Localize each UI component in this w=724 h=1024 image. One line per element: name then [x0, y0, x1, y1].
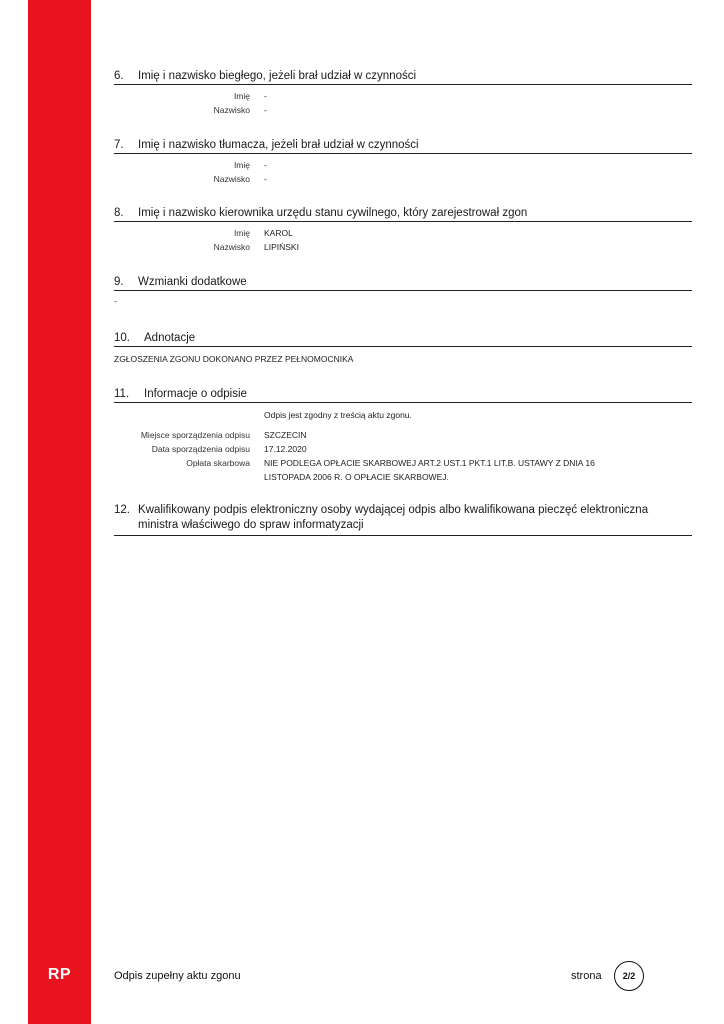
field-label: Nazwisko	[213, 174, 250, 184]
field-row	[114, 456, 692, 470]
section-12-title-line2: ministra właściwego do spraw informatyzacji	[138, 519, 364, 531]
section-number: 12.	[114, 504, 130, 516]
field-value: LIPIŃSKI	[264, 242, 299, 252]
field-row	[114, 89, 692, 103]
field-value: 17.12.2020	[264, 444, 307, 454]
section-title	[138, 503, 692, 533]
section-12-title-line1: Kwalifikowany podpis elektroniczny osoby wydającej odpis albo kwalifikowana pieczęć elektroniczna	[138, 504, 649, 516]
page-number-badge: 2/2	[614, 961, 644, 991]
section-number: 8.	[114, 207, 124, 219]
field-label: Nazwisko	[213, 242, 250, 252]
section-number: 9.	[114, 276, 124, 288]
section-11-header	[114, 388, 692, 403]
section-title: Imię i nazwisko tłumacza, jeżeli brał udział w czynności	[138, 139, 419, 151]
field-label: Imię	[233, 228, 250, 238]
section-10	[114, 332, 692, 364]
field-row	[114, 408, 692, 422]
section-title: Adnotacje	[144, 332, 196, 344]
page-label: strona	[571, 970, 602, 982]
field-value: LISTOPADA 2006 R. O OPŁACIE SKARBOWEJ.	[264, 472, 449, 482]
section-7-header	[114, 139, 692, 154]
odpis-statement: Odpis jest zgodny z treścią aktu zgonu.	[264, 410, 412, 420]
field-label: Imię	[233, 160, 250, 170]
field-value: -	[264, 160, 267, 170]
field-row	[114, 470, 692, 484]
section-7	[114, 139, 692, 186]
section-title: Informacje o odpisie	[144, 388, 247, 400]
section-8-header	[114, 207, 692, 222]
section-title: Imię i nazwisko biegłego, jeżeli brał udział w czynności	[138, 70, 417, 82]
section-number: 7.	[114, 139, 124, 151]
field-value: -	[264, 91, 267, 101]
field-value: NIE PODLEGA OPŁACIE SKARBOWEJ ART.2 UST.1 PKT.1 LIT.B. USTAWY Z DNIA 16	[264, 458, 595, 468]
field-row	[114, 428, 692, 442]
section-title: Imię i nazwisko kierownika urzędu stanu cywilnego, który zarejestrował zgon	[138, 207, 528, 219]
section-10-text: ZGŁOSZENIA ZGONU DOKONANO PRZEZ PEŁNOMOCNIKA	[114, 354, 354, 364]
section-12-header	[114, 503, 692, 536]
field-value: SZCZECIN	[264, 430, 307, 440]
section-9-text: -	[114, 296, 117, 306]
field-label: Opłata skarbowa	[186, 458, 250, 468]
section-number: 6.	[114, 70, 124, 82]
section-11	[114, 388, 692, 484]
field-label: Imię	[233, 91, 250, 101]
section-9-header	[114, 276, 692, 291]
section-number: 11.	[114, 388, 130, 400]
field-value: KAROL	[264, 228, 293, 238]
document-title: Odpis zupełny aktu zgonu	[114, 970, 241, 982]
section-title: Wzmianki dodatkowe	[138, 276, 247, 288]
field-label: Miejsce sporządzenia odpisu	[140, 430, 250, 440]
section-12	[114, 503, 692, 536]
field-value: -	[264, 105, 267, 115]
field-row	[114, 103, 692, 117]
field-row	[114, 226, 692, 240]
field-row	[114, 158, 692, 172]
section-number: 10.	[114, 332, 130, 344]
section-6	[114, 70, 692, 117]
field-value: -	[264, 174, 267, 184]
section-6-header	[114, 70, 692, 85]
field-row	[114, 172, 692, 186]
section-9	[114, 276, 692, 306]
rp-logo: RP	[47, 966, 72, 983]
field-row	[114, 240, 692, 254]
field-label: Data sporządzenia odpisu	[151, 444, 250, 454]
section-10-header	[114, 332, 692, 347]
section-8	[114, 207, 692, 254]
field-label: Nazwisko	[213, 105, 250, 115]
field-row	[114, 442, 692, 456]
red-side-bar	[28, 0, 91, 1024]
